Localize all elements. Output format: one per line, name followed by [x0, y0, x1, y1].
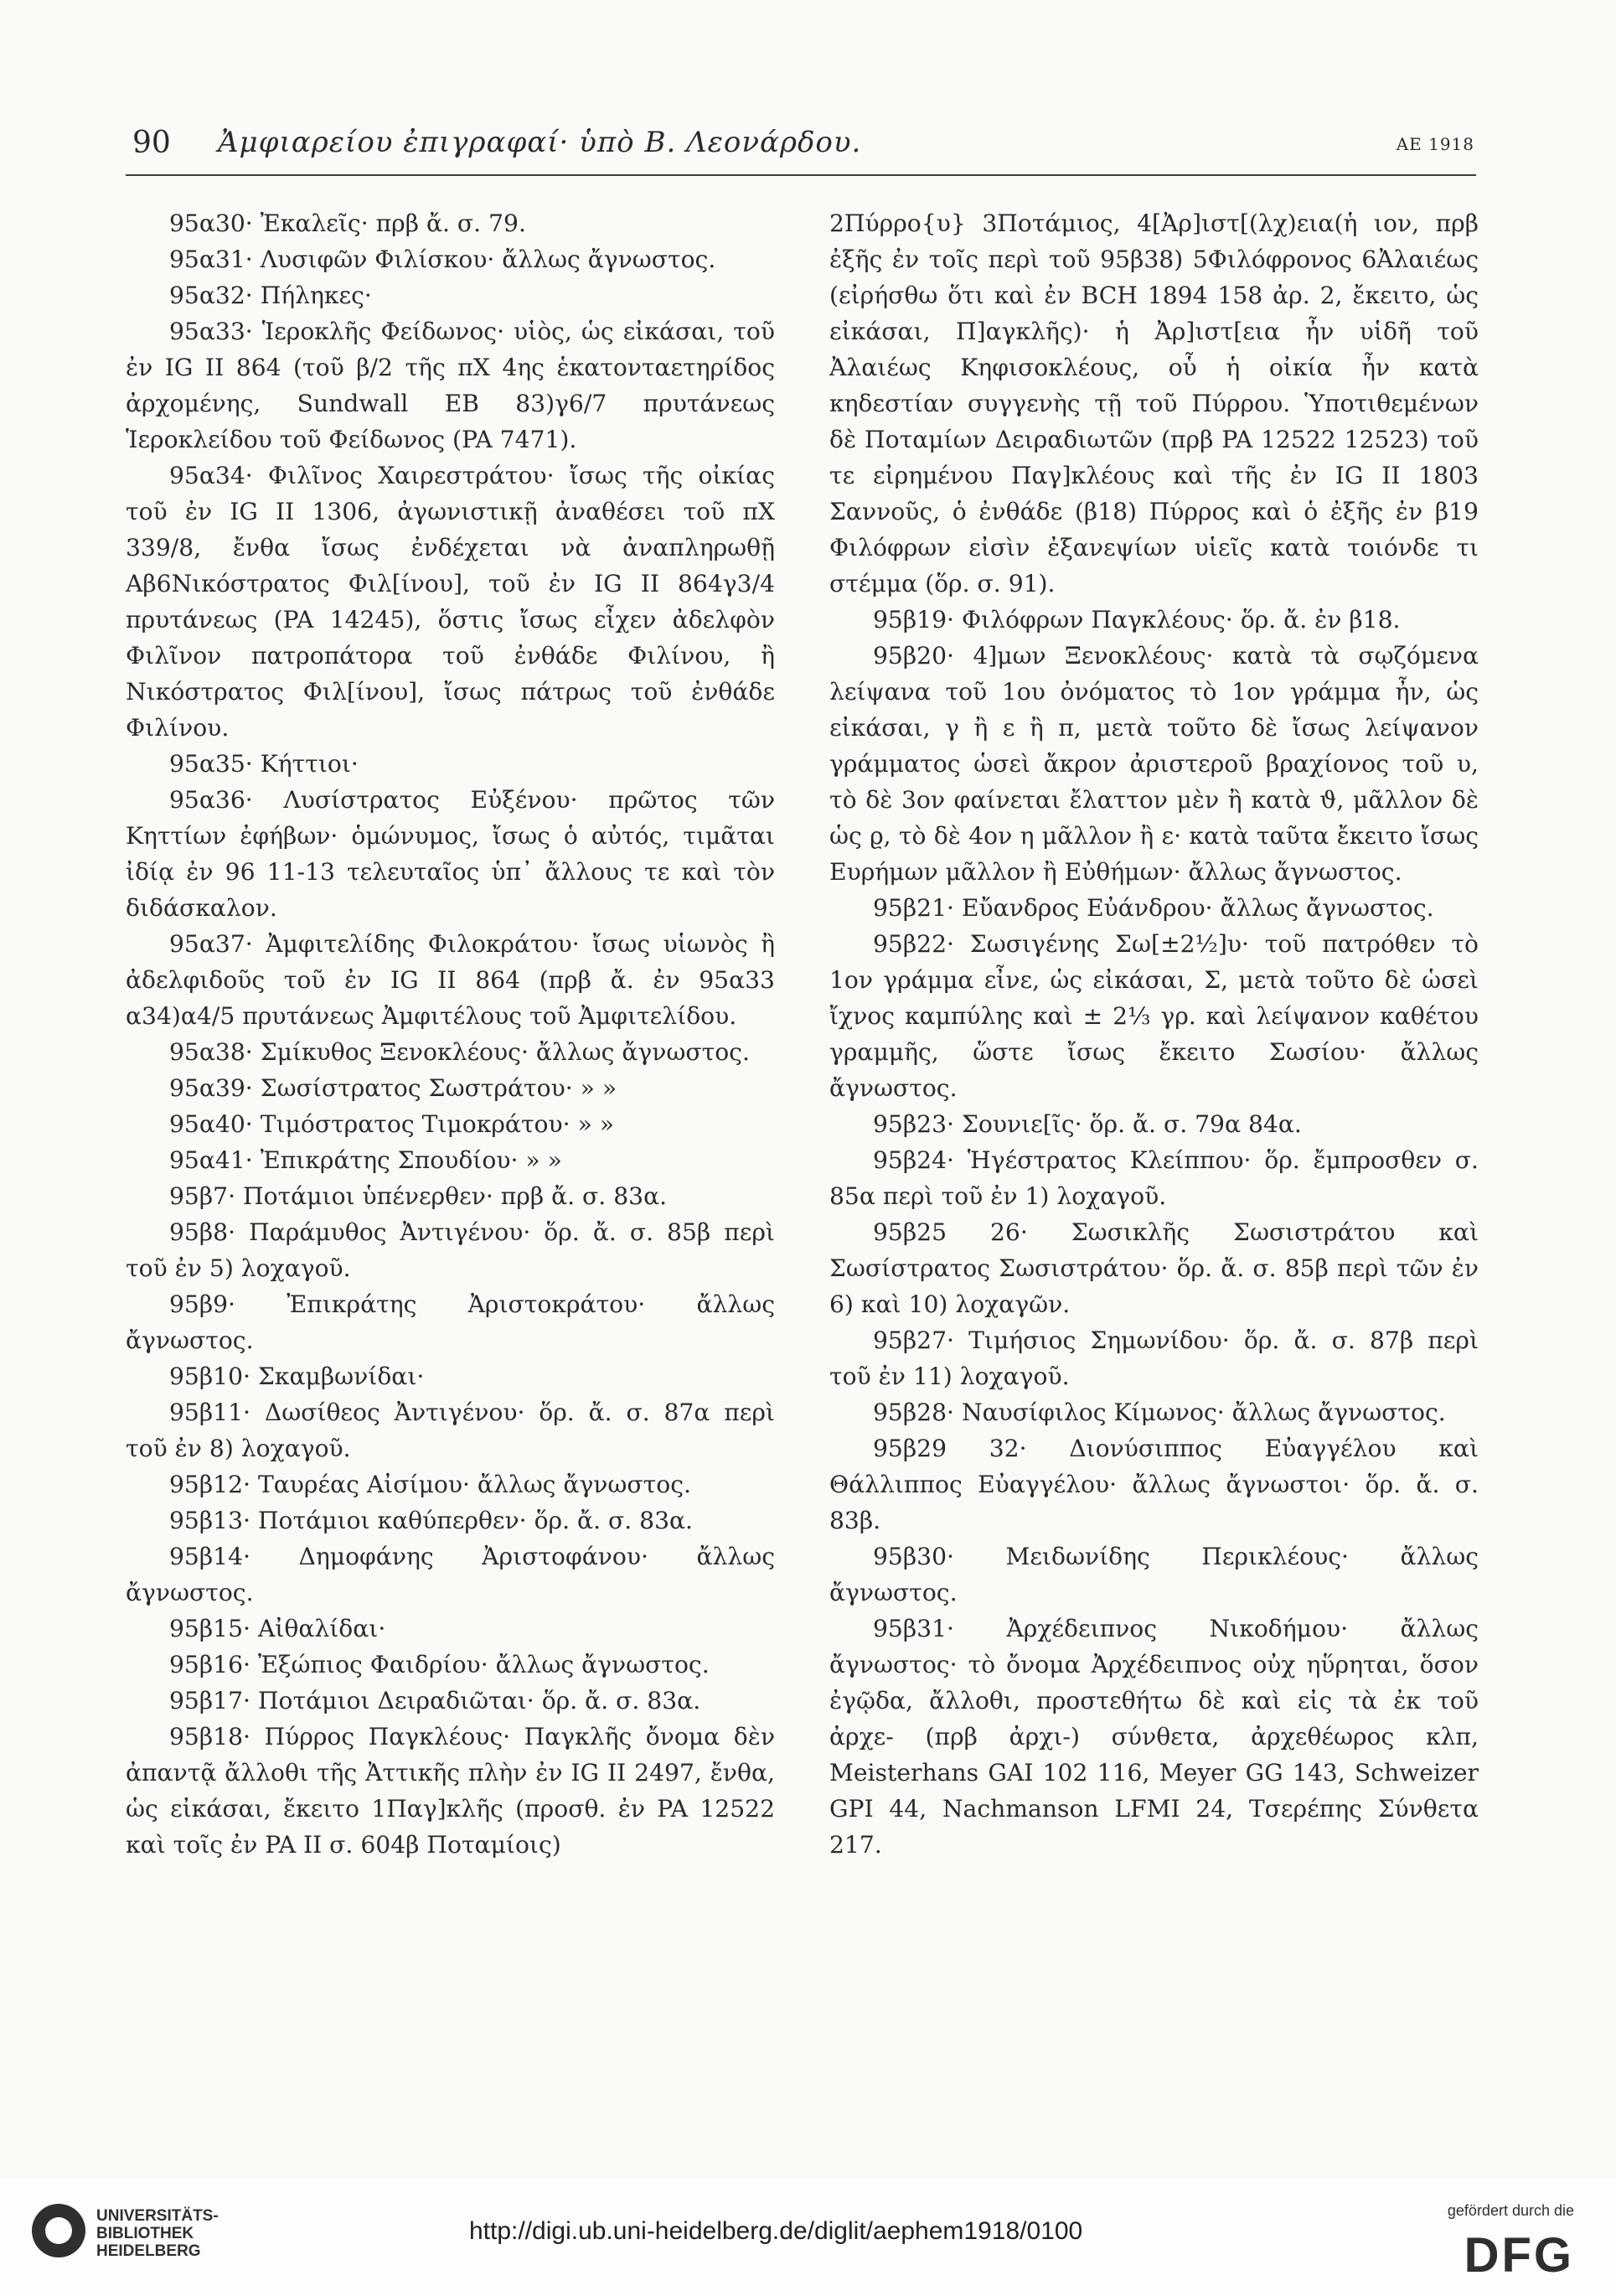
library-seal-inner: [45, 2217, 72, 2244]
entry-paragraph: 95β21· Εὔανδρος Εὐάνδρου· ἄλλως ἄγνωστος.: [873, 894, 1434, 922]
entry-paragraph: 95α37· Ἀμφιτελίδης Φιλοκράτου· ἴσως υἱωνὸς ἢ ἀδελφιδοῦς τοῦ ἐν IG II 864 (πρβ ἄ. ἐν 95α33 α34)α4/5 πρυτάνεως Ἀμφιτέλους τοῦ Ἀμφιτελίδου.: [126, 930, 775, 1030]
journal-tag: ΑΕ 1918: [1396, 134, 1474, 154]
entry-paragraph: 95β8· Παράμυθος Ἀντιγένου· ὅρ. ἄ. σ. 85β περὶ τοῦ ἐν 5) λοχαγοῦ.: [126, 1218, 775, 1282]
entry-paragraph: 95α31· Λυσιφῶν Φιλίσκου· ἄλλως ἄγνωστος.: [169, 246, 716, 273]
entry-paragraph: 95β29 32· Διονύσιππος Εὐαγγέλου καὶ Θάλλιππος Εὐαγγέλου· ἄλλως ἄγνωστοι· ὅρ. ἄ. σ. 83β.: [829, 1435, 1479, 1534]
entry-paragraph: 95α35· Κήττιοι·: [169, 750, 359, 778]
entry-paragraph: 95β9· Ἐπικράτης Ἀριστοκράτου· ἄλλως ἄγνωστος.: [126, 1290, 775, 1354]
entry-paragraph: 95β11· Δωσίθεος Ἀντιγένου· ὅρ. ἄ. σ. 87α περὶ τοῦ ἐν 8) λοχαγοῦ.: [126, 1399, 775, 1462]
entry-paragraph: 95β23· Σουνιε[ῖς· ὅρ. ἄ. σ. 79α 84α.: [873, 1110, 1302, 1138]
entry-paragraph: 95α30· Ἐκαλεῖς· πρβ ἄ. σ. 79.: [169, 209, 526, 237]
library-name: UNIVERSITÄTS- BIBLIOTHEK HEIDELBERG: [96, 2207, 219, 2260]
entry-paragraph: 95β22· Σωσιγένης Σω[±2½]υ· τοῦ πατρόθεν τὸ 1ον γράμμα εἶνε, ὡς εἰκάσαι, Σ, μετὰ τοῦτο δὲ ὡσεὶ ἴχνος καμπύλης καὶ ± 2⅓ γρ. καὶ λείψανον καθέτου γραμμῆς, ὥστε ἴσως ἔκειτο Σωσίου· ἄλλως ἄγνωστος.: [829, 930, 1479, 1102]
entry-paragraph: 95β25 26· Σωσικλῆς Σωσιστράτου καὶ Σωσίστρατος Σωσιστράτου· ὅρ. ἄ. σ. 85β περὶ τῶν ἐν 6) καὶ 10) λοχαγῶν.: [829, 1218, 1479, 1318]
entry-paragraph: 95β30· Μειδωνίδης Περικλέους· ἄλλως ἄγνωστος.: [829, 1543, 1479, 1606]
entry-paragraph: 95β27· Τιμήσιος Σημωνίδου· ὅρ. ἄ. σ. 87β περὶ τοῦ ἐν 11) λοχαγοῦ.: [829, 1326, 1479, 1390]
entry-paragraph: 95β10· Σκαμβωνίδαι·: [169, 1363, 425, 1390]
entry-paragraph: 95α39· Σωσίστρατος Σωστράτου· » »: [169, 1074, 617, 1102]
entry-paragraph: 95β14· Δημοφάνης Ἀριστοφάνου· ἄλλως ἄγνωστος.: [126, 1543, 775, 1606]
entry-paragraph: 95β24· Ἡγέστρατος Κλείππου· ὅρ. ἔμπροσθεν σ. 85α περὶ τοῦ ἐν 1) λοχαγοῦ.: [829, 1146, 1479, 1210]
entry-paragraph: 95β31· Ἀρχέδειπνος Νικοδήμου· ἄλλως ἄγνωστος· τὸ ὄνομα Ἀρχέδειπνος οὐχ ηὕρηται, ὅσον ἐγῷδα, ἄλλοθι, προστεθήτω δὲ καὶ εἰς τὰ ἐκ τοῦ ἀρχε- (πρβ ἀρχι-) σύνθετα, ἀρχεθέωρος κλπ, Meisterhans GAI 102 116, Meyer GG 143, Schweizer GPI 44, Nachmanson LFMI 24, Τσερέπης Σύνθετα 217.: [829, 1615, 1479, 1859]
entry-paragraph: 95β7· Ποτάμιοι ὑπένερθεν· πρβ ἄ. σ. 83α.: [169, 1182, 668, 1210]
entry-paragraph: 95α38· Σμίκυθος Ξενοκλέους· ἄλλως ἄγνωστος.: [169, 1038, 750, 1066]
entry-paragraph: 95β15· Αἰθαλίδαι·: [169, 1615, 386, 1642]
entry-paragraph: 95β20· 4]μων Ξενοκλέους· κατὰ τὰ σῳζόμενα λείψανα τοῦ 1ου ὀνόματος τὸ 1ον γράμμα ἦν, ὡς εἰκάσαι, γ ἢ ε ἢ π, μετὰ τοῦτο δὲ ἴσως λείψανον γράμματος ὡσεὶ ἄκρον ἀριστεροῦ βραχίονος τοῦ υ, τὸ δὲ 3ον φαίνεται ἔλαττον μὲν ἢ κατὰ ϑ, μᾶλλον δὲ ὡς ϱ, τὸ δὲ 4ον η μᾶλλον ἢ ε· κατὰ ταῦτα ἔκειτο ἴσως Ευρήμων μᾶλλον ἢ Εὐθήμων· ἄλλως ἄγνωστος.: [829, 642, 1479, 886]
entry-paragraph: 95β19· Φιλόφρων Παγκλέους· ὅρ. ἄ. ἐν β18.: [873, 606, 1401, 633]
entry-paragraph: 95α36· Λυσίστρατος Εὐξένου· πρῶτος τῶν Κηττίων ἐφήβων· ὁμώνυμος, ἴσως ὁ αὐτός, τιμᾶται ἰδίᾳ ἐν 96 11-13 τελευταῖος ὑπ᾽ ἄλλους τε καὶ τὸν διδάσκαλον.: [126, 786, 775, 922]
entry-paragraph: 95α34· Φιλῖνος Χαιρεστράτου· ἴσως τῆς οἰκίας τοῦ ἐν IG II 1306, ἀγωνιστικῇ ἀναθέσει τοῦ πX 339/8, ἔνθα ἴσως ἐνδέχεται νὰ ἀναπληρωθῇ Αβ6Νικόστρατος Φιλ[ίνου], τοῦ ἐν IG II 864γ3/4 πρυτάνεως (PA 14245), ὅστις ἴσως εἶχεν ἀδελφὸν Φιλῖνον πατροπάτορα τοῦ ἐνθάδε Φιλίνου, ἢ Νικόστρατος Φιλ[ίνου], ἴσως πάτρως τοῦ ἐνθάδε Φιλίνου.: [126, 462, 775, 742]
page-number: 90: [132, 126, 171, 160]
left-column: [126, 205, 775, 1863]
running-title: Ἀμφιαρείου ἐπιγραφαί· ὑπὸ Β. Λεονάρδου.: [218, 126, 862, 159]
entry-paragraph: 2Πύρρο{υ} 3Ποτάμιος, 4[Ἀρ]ιστ[(λχ)εια(ἡ ιον, πρβ ἐξῆς ἐν τοῖς περὶ τοῦ 95β38) 5Φιλόφρονος 6Ἀλαιέως (εἰρήσθω ὅτι καὶ ἐν BCH 1894 158 ἀρ. 2, ἔκειτο, ὡς εἰκάσαι, Π]αγκλῆς)· ἡ Ἀρ]ιστ[εια ἦν υἱδῆ τοῦ Ἀλαιέως Κηφισοκλέους, οὗ ἡ οἰκία ἦν κατὰ κηδεστίαν συγγενὴς τῇ τοῦ Πύρρου. Ὑποτιθεμένων δὲ Ποταμίων Δειραδιωτῶν (πρβ PA 12522 12523) τοῦ τε εἰρημένου Παγ]κλέους καὶ τῆς ἐν IG II 1803 Σαννοῦς, ὁ ἐνθάδε (β18) Πύρρος καὶ ὁ ἐξῆς ἐν β19 Φιλόφρων εἰσὶν ἐξανεψίων υἱεῖς κατὰ τοιόνδε τι στέμμα (ὅρ. σ. 91).: [829, 209, 1479, 597]
page-header: [126, 126, 1474, 176]
digitization-footer: [0, 2179, 1616, 2296]
entry-paragraph: 95α41· Ἐπικράτης Σπουδίου· » »: [169, 1146, 562, 1174]
entry-paragraph: 95β13· Ποτάμιοι καθύπερθεν· ὅρ. ἄ. σ. 83α.: [169, 1507, 694, 1534]
right-column: [829, 205, 1479, 1863]
entry-paragraph: 95β17· Ποτάμιοι Δειραδιῶται· ὅρ. ἄ. σ. 83α.: [169, 1687, 701, 1714]
entry-paragraph: 95β16· Ἐξώπιος Φαιδρίου· ἄλλως ἄγνωστος.: [169, 1651, 710, 1678]
header-rule: [126, 174, 1476, 176]
entry-paragraph: 95α40· Τιμόστρατος Τιμοκράτου· » »: [169, 1110, 615, 1138]
sponsor-line: gefördert durch die: [1447, 2202, 1574, 2219]
entry-paragraph: 95β12· Ταυρέας Αἰσίμου· ἄλλως ἄγνωστος.: [169, 1471, 691, 1498]
entry-paragraph: 95β28· Ναυσίφιλος Κίμωνος· ἄλλως ἄγνωστος.: [873, 1399, 1446, 1426]
entry-paragraph: 95β18· Πύρρος Παγκλέους· Παγκλῆς ὄνομα δὲν ἀπαντᾷ ἄλλοθι τῆς Ἀττικῆς πλὴν ἐν IG II 2497, ἔνθα, ὡς εἰκάσαι, ἔκειτο 1Παγ]κλῆς (προσθ. ἐν PA 12522 καὶ τοῖς ἐν PA II σ. 604β Ποταμίοις): [126, 1723, 775, 1859]
library-seal-icon: [32, 2204, 85, 2257]
entry-paragraph: 95α32· Πήληκες·: [169, 282, 372, 309]
dfg-logo: DFG: [1464, 2228, 1574, 2283]
permalink-url[interactable]: http://digi.ub.uni-heidelberg.de/diglit/aephem1918/0100: [469, 2217, 1083, 2245]
entry-paragraph: 95α33· Ἱεροκλῆς Φείδωνος· υἱὸς, ὡς εἰκάσαι, τοῦ ἐν IG II 864 (τοῦ β/2 τῆς πX 4ης ἑκατονταετηρίδος ἀρχομένης, Sundwall EB 83)γ6/7 πρυτάνεως Ἱεροκλείδου τοῦ Φείδωνος (PA 7471).: [126, 318, 775, 453]
